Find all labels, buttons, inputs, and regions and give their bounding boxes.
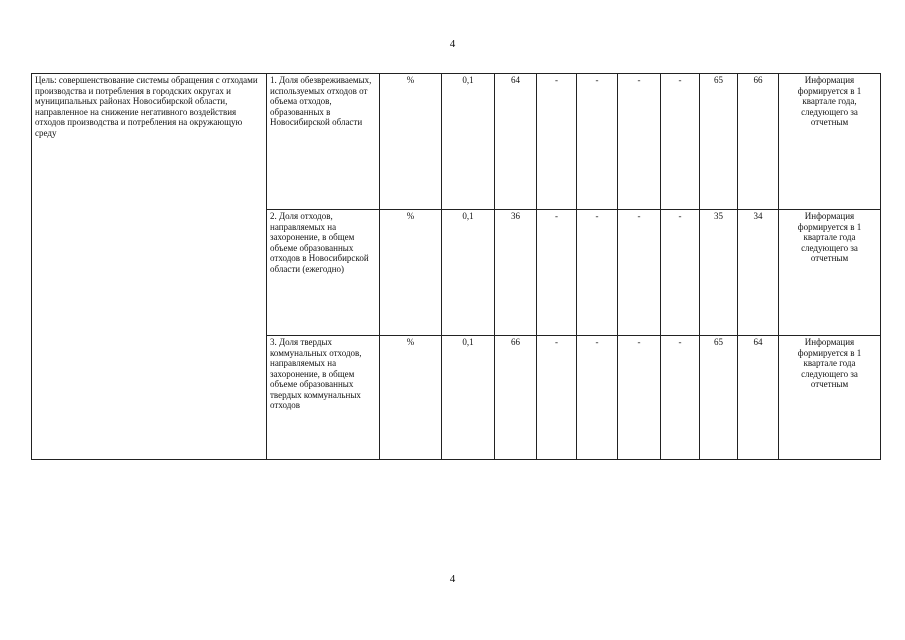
value-cell: -	[661, 336, 700, 460]
indicator-cell: 1. Доля обезвреживаемых, используемых отходов от объема отходов, образованных в Новосибирской области	[267, 74, 380, 210]
value-cell: 66	[738, 74, 779, 210]
note-cell: Информация формируется в 1 квартале года следующего за отчетным	[779, 210, 881, 336]
value-cell: 65	[700, 336, 738, 460]
value-cell: 34	[738, 210, 779, 336]
value-cell: 64	[738, 336, 779, 460]
value-cell: -	[537, 74, 577, 210]
value-cell: -	[577, 336, 618, 460]
note-cell: Информация формируется в 1 квартале года следующего за отчетным	[779, 336, 881, 460]
value-cell: -	[537, 210, 577, 336]
value-cell: 66	[495, 336, 537, 460]
value-cell: 36	[495, 210, 537, 336]
value-cell: -	[618, 74, 661, 210]
value-cell: -	[577, 74, 618, 210]
table-row	[32, 74, 881, 210]
weight-cell: 0,1	[442, 210, 495, 336]
unit-cell: %	[380, 74, 442, 210]
value-cell: 64	[495, 74, 537, 210]
unit-cell: %	[380, 210, 442, 336]
page-number-top: 4	[449, 38, 456, 50]
value-cell: -	[618, 210, 661, 336]
page-number-bottom: 4	[449, 573, 456, 585]
indicator-cell: 2. Доля отходов, направляемых на захоронение, в общем объеме образованных отходов в Новосибирской области (ежегодно)	[267, 210, 380, 336]
weight-cell: 0,1	[442, 336, 495, 460]
value-cell: -	[661, 210, 700, 336]
indicator-cell: 3. Доля твердых коммунальных отходов, направляемых на захоронение, в общем объеме образованных твердых коммунальных отходов	[267, 336, 380, 460]
value-cell: -	[618, 336, 661, 460]
weight-cell: 0,1	[442, 74, 495, 210]
value-cell: -	[661, 74, 700, 210]
value-cell: -	[537, 336, 577, 460]
goal-cell: Цель: совершенствование системы обращения с отходами производства и потребления в городских округах и муниципальных районах Новосибирской области, направленное на снижение негативного воздействия отходов производства и потребления на окружающую среду	[32, 74, 267, 460]
indicators-table	[31, 73, 881, 460]
value-cell: 35	[700, 210, 738, 336]
unit-cell: %	[380, 336, 442, 460]
value-cell: 65	[700, 74, 738, 210]
value-cell: -	[577, 210, 618, 336]
note-cell: Информация формируется в 1 квартале года, следующего за отчетным	[779, 74, 881, 210]
